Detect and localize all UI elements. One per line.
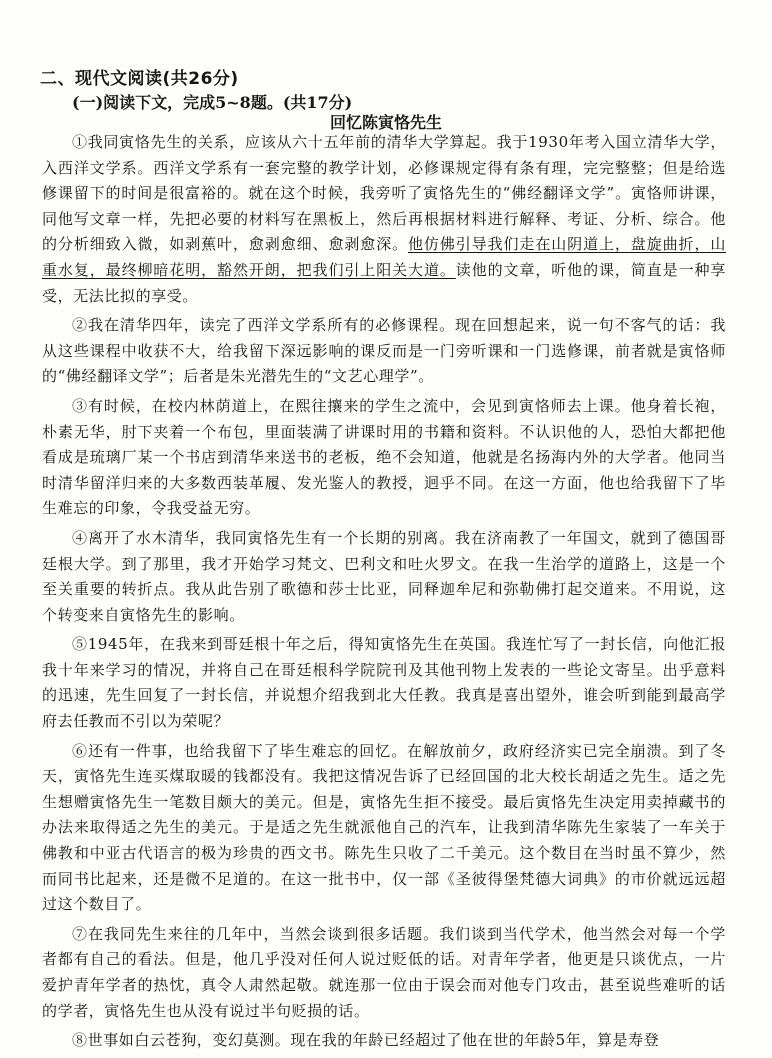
paragraph-6: ⑥还有一件事，也给我留下了毕生难忘的回忆。在解放前夕，政府经济实已完全崩溃。到了冬天，寅恪先生连买煤取暖的钱都没有。我把这情况告诉了已经回国的北大校长胡适之先生。适之先生想赠寅恪先生一笔数目颇大的美元。但是，寅恪先生拒不接受。最后寅恪先生决定用卖掉藏书的办法来取得适之先生的美元。于是适之先生就派他自己的汽车，让我到清华陈先生家装了一车关于佛教和中亚古代语言的极为珍贵的西文书。陈先生只收了二千美元。这个数目在当时虽不算少，然而同书比起来，还是微不足道的。在这一批书中，仅一部《圣彼得堡梵德大词典》的市价就远远超过这个数目了。 (42, 741, 726, 914)
paragraph-7: ⑦在我同先生来往的几年中，当然会谈到很多话题。我们谈到当代学术，他当然会对每一个学者都有自己的看法。但是，他几乎没对任何人说过贬低的话。对青年学者，他更是只谈优点，一片爱护青年学者的热忱，真令人肃然起敬。就连那一位由于误会而对他专门攻击，甚至说些难听的话的学者，寅恪先生也从没有说过半句贬损的话。 (42, 924, 726, 1020)
section-title: 二、现代文阅读(共26分) (40, 69, 239, 89)
paragraph-8: ⑧世事如白云苍狗，变幻莫测。现在我的年龄已经超过了他在世的年龄5年，算是寿登 (72, 1031, 660, 1050)
paragraph-3: ③有时候，在校内林荫道上，在熙往攘来的学生之流中，会见到寅恪师去上课。他身着长袍，朴素无华，肘下夹着一个布包，里面装满了讲课时用的书籍和资料。不认识他的人，恐怕大都把他看成是琉璃厂某一个书店到清华来送书的老板，绝不会知道，他就是名扬海内外的大学者。他同当时清华留洋归来的大多数西装革履、发光鉴人的教授，迥乎不同。在这一方面，他也给我留下了毕生难忘的印象，令我受益无穷。 (42, 396, 726, 518)
article-title: 回忆陈寅恪先生 (329, 113, 442, 132)
paragraph-2: ②我在清华四年，读完了西洋文学系所有的必修课程。现在回想起来，说一句不客气的话：我从这些课程中收获不大，给我留下深远影响的课反而是一门旁听课和一门选修课，前者就是寅恪师的“佛经翻译文学”；后者是朱光潜先生的“文艺心理学”。 (42, 316, 726, 386)
paragraph-5: ⑤1945年，在我来到哥廷根十年之后，得知寅恪先生在英国。我连忙写了一封长信，向他汇报我十年来学习的情况，并将自己在哥廷根科学院院刊及其他刊物上发表的一些论文寄呈。出乎意料的迅速，先生回复了一封长信，并说想介绍我到北大任教。我真是喜出望外，谁会听到能到最高学府去任教而不引以为荣呢？ (42, 635, 726, 731)
article-body (42, 130, 726, 1058)
paragraph-1 (42, 130, 726, 309)
underlined-sentence: 他仿佛引导我们走在山阴道上，盘旋曲折，山重水复，最终柳暗花明，豁然开朗，把我们引上阳关大道。 (42, 235, 726, 279)
subsection-instructions: (一)阅读下文，完成5~8题。(共17分) (72, 93, 353, 112)
paragraph-4: ④离开了水木清华，我同寅恪先生有一个长期的别离。我在济南教了一年国文，就到了德国哥廷根大学。到了那里，我才开始学习梵文、巴利文和吐火罗文。在我一生治学的道路上，这是一个至关重要的转折点。我从此告别了歌德和莎士比亚，同释迦牟尼和弥勒佛打起交道来。不用说，这个转变来自寅恪先生的影响。 (42, 528, 726, 624)
paragraph-1-text: ①我同寅恪先生的关系，应该从六十五年前的清华大学算起。我于1930年考入国立清华大学，入西洋文学系。西洋文学系有一套完整的教学计划，必修课规定得有条有理，完完整整；但是给选修课留下的时间是很富裕的。就在这个时候，我旁听了寅恪先生的“佛经翻译文学”。寅恪师讲课，同他写文章一样，先把必要的材料写在黑板上，然后再根据材料进行解释、考证、分析、综合。他的分析细致入微，如剥蕉叶，愈剥愈细、愈剥愈深。 (42, 133, 726, 254)
paragraph-1-ending: 读他的文章，听他的课，简直是一种享受，无法比拟的享受。 (42, 260, 727, 305)
